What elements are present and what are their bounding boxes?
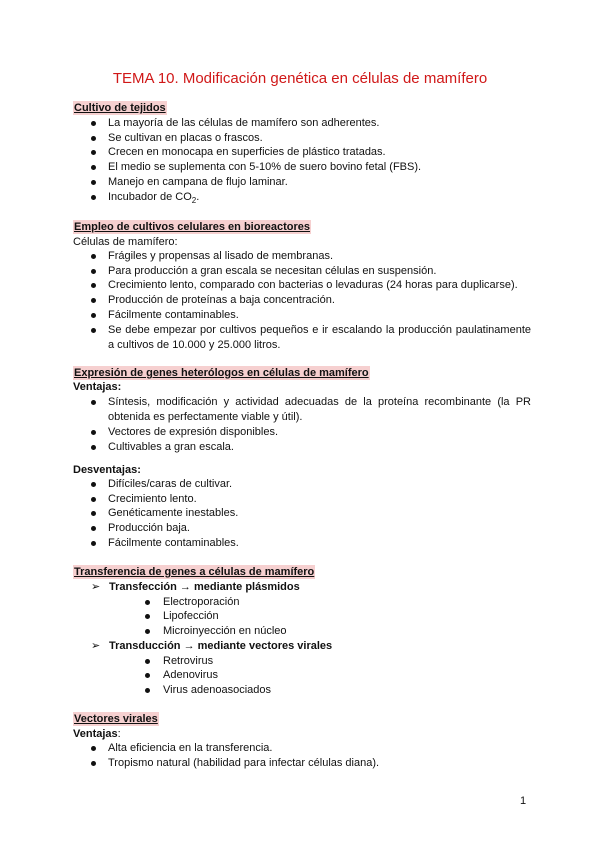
list-item: Manejo en campana de flujo laminar. [91,175,531,190]
list-item: Retrovirus [145,654,511,669]
list-item: Crecen en monocapa en superficies de plástico tratadas. [91,145,531,160]
page-number: 1 [520,795,527,807]
transfeccion-group [91,580,511,639]
list-item: Producción baja. [91,521,531,536]
co2-subscript: 2 [191,195,197,205]
desventajas-label: Desventajas: [73,464,141,476]
co2-text: Incubador de CO [108,190,192,203]
list-item: Electroporación [145,595,511,610]
section-heading-vectores: Vectores virales [74,713,158,725]
list-item: Alta eficiencia en la transferencia. [91,741,531,756]
list-item: Vectores de expresión disponibles. [91,425,531,440]
list-item: Genéticamente inestables. [91,506,531,521]
list-item: Producción de proteínas a baja concentración. [91,293,531,308]
co2-period: . [196,190,200,203]
list-item: Síntesis, modificación y actividad adecuadas de la proteína recombinante (la PR obtenida es perfectamente viable y útil). [91,395,531,425]
list-item: Adenovirus [145,668,511,683]
ventajas-label: Ventajas [73,728,118,740]
list-item: Virus adenoasociados [145,683,511,698]
list-item: Crecimiento lento, comparado con bacterias o levaduras (24 horas para duplicarse). [91,278,531,293]
group-label: Transfección → mediante plásmidos [109,581,300,593]
vectores-list [91,741,531,770]
list-item: Fácilmente contaminables. [91,536,531,551]
list-item: Se debe empezar por cultivos pequeños e ir escalando la producción paulatinamente a cultivos de 10.000 y 25.000 litros. [91,323,531,354]
list-item: El medio se suplementa con 5-10% de suero bovino fetal (FBS). [91,160,531,175]
section-heading-expresion: Expresión de genes heterólogos en células de mamífero [74,367,369,379]
list-item: Crecimiento lento. [91,492,531,507]
ventajas-label: Ventajas: [73,381,122,393]
transduccion-group [91,639,511,698]
list-item: Frágiles y propensas al lisado de membranas. [91,249,531,264]
expresion-desventajas-list [91,477,531,551]
list-item: Difíciles/caras de cultivar. [91,477,531,492]
list-item: Se cultivan en placas o frascos. [91,131,531,146]
list-item: Lipofección [145,609,511,624]
cultivo-list [91,116,531,208]
list-item: La mayoría de las células de mamífero son adherentes. [91,116,531,131]
page-title: TEMA 10. Modificación genética en células de mamífero [112,70,488,87]
vectores-ventajas-label [73,727,121,741]
list-item-co2 [91,190,531,209]
list-item: Microinyección en núcleo [145,624,511,639]
list-item: Fácilmente contaminables. [91,308,531,323]
bioreactores-intro: Células de mamífero: [73,236,178,248]
arrow-bullet-icon: ➢ [91,581,101,593]
section-heading-bioreactores: Empleo de cultivos celulares en bioreactores [74,221,310,233]
list-item: Para producción a gran escala se necesitan células en suspensión. [91,264,531,279]
section-heading-transferencia: Transferencia de genes a células de mamífero [74,566,315,578]
ventajas-colon: : [117,728,121,740]
arrow-bullet-icon: ➢ [91,639,101,652]
list-item: Cultivables a gran escala. [91,440,531,455]
section-heading-cultivo: Cultivo de tejidos [74,102,166,114]
transferencia-list [91,580,511,698]
list-item: Tropismo natural (habilidad para infectar células diana). [91,756,531,771]
expresion-ventajas-list [91,395,531,455]
group-label: Transducción → mediante vectores virales [109,639,333,652]
bioreactores-list [91,249,531,354]
